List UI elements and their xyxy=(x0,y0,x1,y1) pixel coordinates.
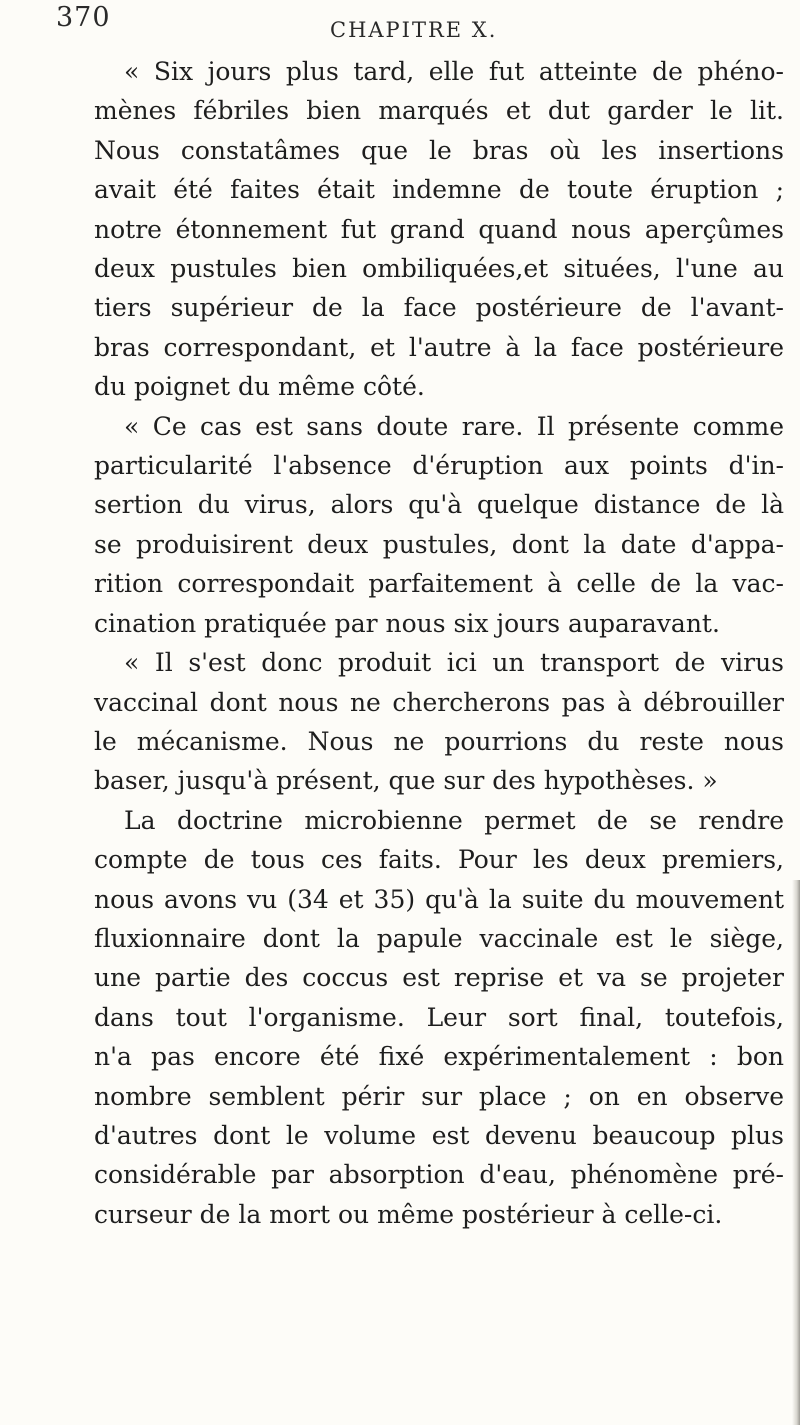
text-line: La doctrine microbienne permet de se rendre xyxy=(124,805,784,835)
text-line: le mécanisme. Nous ne pourrions du reste nous xyxy=(94,726,784,756)
text-line: curseur de la mort ou même postérieur à celle-ci. xyxy=(94,1199,723,1229)
text-line: « Ce cas est sans doute rare. Il présente comme xyxy=(124,411,784,441)
body-text xyxy=(94,52,784,1234)
text-line: baser, jusqu'à présent, que sur des hypothèses. » xyxy=(94,766,718,796)
page-edge-shadow xyxy=(792,880,800,1425)
text-line: nous avons vu (34 et 35) qu'à la suite du mouvement xyxy=(94,884,784,914)
text-line: vaccinal dont nous ne chercherons pas à débrouiller xyxy=(94,687,784,717)
text-line: fluxionnaire dont la papule vaccinale est le siège, xyxy=(94,923,784,953)
text-line: « Six jours plus tard, elle fut atteinte de phéno- xyxy=(124,57,784,86)
text-line: tiers supérieur de la face postérieure de l'avant- xyxy=(94,293,784,323)
text-line: se produisirent deux pustules, dont la date d'appa- xyxy=(94,529,784,559)
text-line: avait été faites était indemne de toute éruption ; xyxy=(94,175,784,205)
running-head: CHAPITRE X. xyxy=(330,18,498,42)
text-line: nombre semblent périr sur place ; on en observe xyxy=(94,1081,784,1111)
text-line: n'a pas encore été fixé expérimentalement : bon xyxy=(94,1042,784,1072)
text-line: du poignet du même côté. xyxy=(94,372,425,402)
text-line: considérable par absorption d'eau, phénomène pré- xyxy=(94,1160,784,1190)
text-line: rition correspondait parfaitement à celle de la vac- xyxy=(94,569,784,599)
text-line: d'autres dont le volume est devenu beaucoup plus xyxy=(94,1120,784,1150)
text-line: cination pratiquée par nous six jours auparavant. xyxy=(94,608,720,638)
page-number: 370 xyxy=(56,2,111,33)
text-line: « Il s'est donc produit ici un transport de virus xyxy=(124,648,784,678)
text-line: une partie des coccus est reprise et va se projeter xyxy=(94,963,784,993)
text-line: particularité l'absence d'éruption aux points d'in- xyxy=(94,451,784,481)
text-line: sertion du virus, alors qu'à quelque distance de là xyxy=(94,490,784,520)
text-line: deux pustules bien ombiliquées,et situées, l'une au xyxy=(94,254,784,284)
text-line: bras correspondant, et l'autre à la face postérieure xyxy=(94,332,784,362)
text-line: dans tout l'organisme. Leur sort final, toutefois, xyxy=(94,1002,784,1032)
text-line: Nous constatâmes que le bras où les insertions xyxy=(94,135,784,165)
text-line: compte de tous ces faits. Pour les deux premiers, xyxy=(94,845,784,875)
text-line: mènes fébriles bien marqués et dut garder le lit. xyxy=(94,96,784,126)
text-line: notre étonnement fut grand quand nous aperçûmes xyxy=(94,214,784,244)
